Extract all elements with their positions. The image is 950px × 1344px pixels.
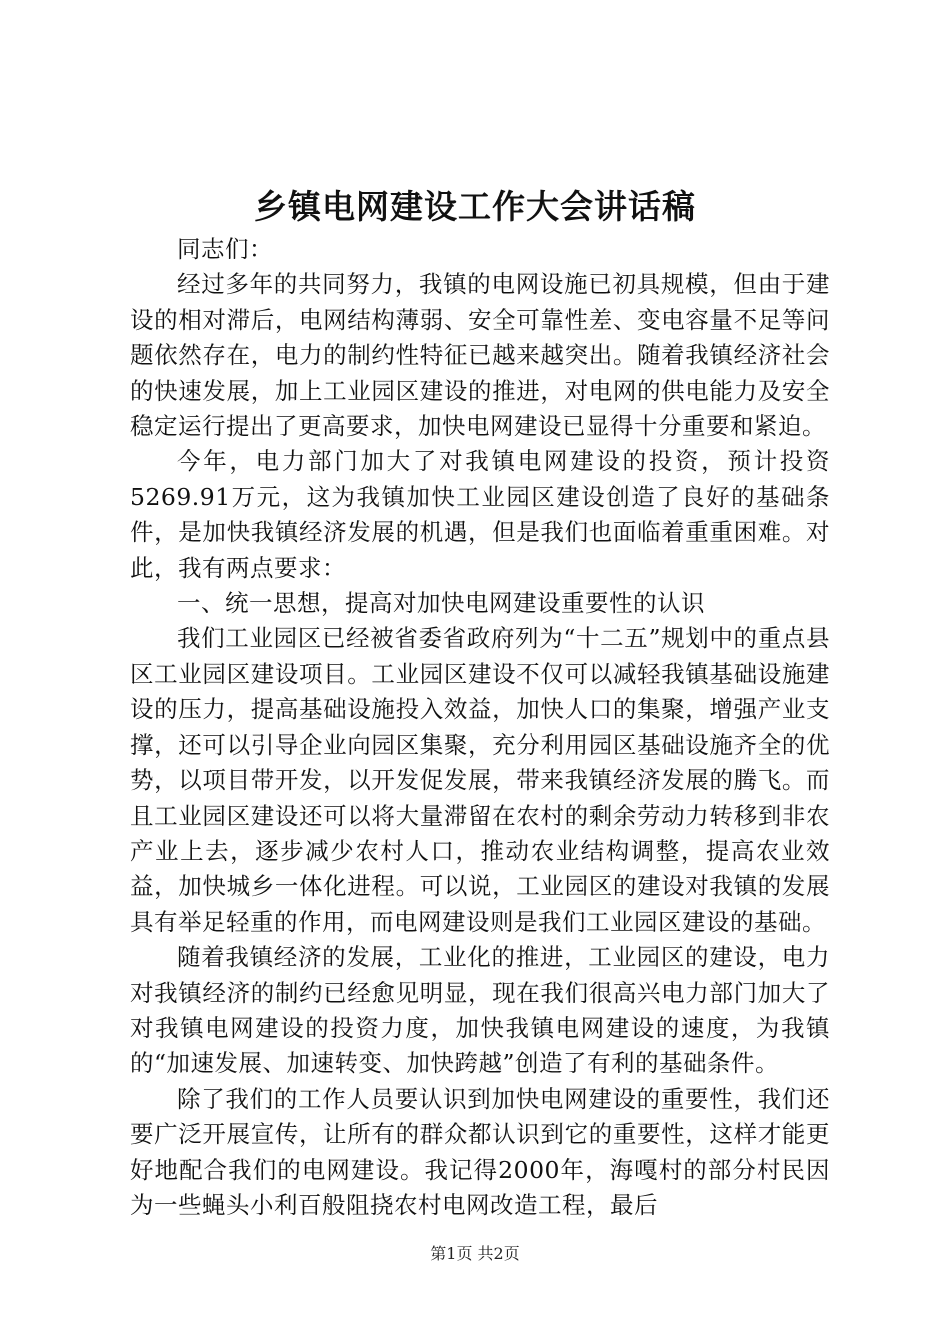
section-heading: 一、统一思想，提高对加快电网建设重要性的认识 <box>177 589 705 618</box>
document-title: 乡镇电网建设工作大会讲话稿 <box>254 187 696 226</box>
document-body <box>130 232 830 1223</box>
body-paragraph: 我们工业园区已经被省委省政府列为“十二五”规划中的重点县区工业园区建设项目。工业园区建设不仅可以减轻我镇基础设施建设的压力，提高基础设施投入效益，加快人口的集聚，增强产业支撑，还可以引导企业向园区集聚，充分利用园区基础设施齐全的优势，以项目带开发，以开发促发展，带来我镇经济发展的腾飞。而且工业园区建设还可以将大量滞留在农村的剩余劳动力转移到非农产业上去，逐步减少农村人口，推动农业结构调整，提高农业效益，加快城乡一体化进程。可以说，工业园区的建设对我镇的发展具有举足轻重的作用，而电网建设则是我们工业园区建设的基础。 <box>130 624 830 936</box>
salutation-paragraph: 同志们： <box>177 235 273 263</box>
body-paragraph: 经过多年的共同努力，我镇的电网设施已初具规模，但由于建设的相对滞后，电网结构薄弱、安全可靠性差、变电容量不足等问题依然存在，电力的制约性特征已越来越突出。随着我镇经济社会的快速发展，加上工业园区建设的推进，对电网的供电能力及安全稳定运行提出了更高要求，加快电网建设已显得十分重要和紧迫。 <box>130 270 830 441</box>
page-number-footer: 第1页 共2页 <box>430 1244 520 1263</box>
body-paragraph: 随着我镇经济的发展，工业化的推进，工业园区的建设，电力对我镇经济的制约已经愈见明显，现在我们很高兴电力部门加大了对我镇电网建设的投资力度，加快我镇电网建设的速度，为我镇的“加速发展、加速转变、加快跨越”创造了有利的基础条件。 <box>130 943 830 1078</box>
body-paragraph: 除了我们的工作人员要认识到加快电网建设的重要性，我们还要广泛开展宣传，让所有的群众都认识到它的重要性，这样才能更好地配合我们的电网建设。我记得2000年，海嘎村的部分村民因为一些蝇头小利百般阻挠农村电网改造工程，最后 <box>130 1084 830 1219</box>
body-paragraph: 今年，电力部门加大了对我镇电网建设的投资，预计投资5269.91万元，这为我镇加快工业园区建设创造了良好的基础条件，是加快我镇经济发展的机遇，但是我们也面临着重重困难。对此，我有两点要求： <box>130 447 830 582</box>
